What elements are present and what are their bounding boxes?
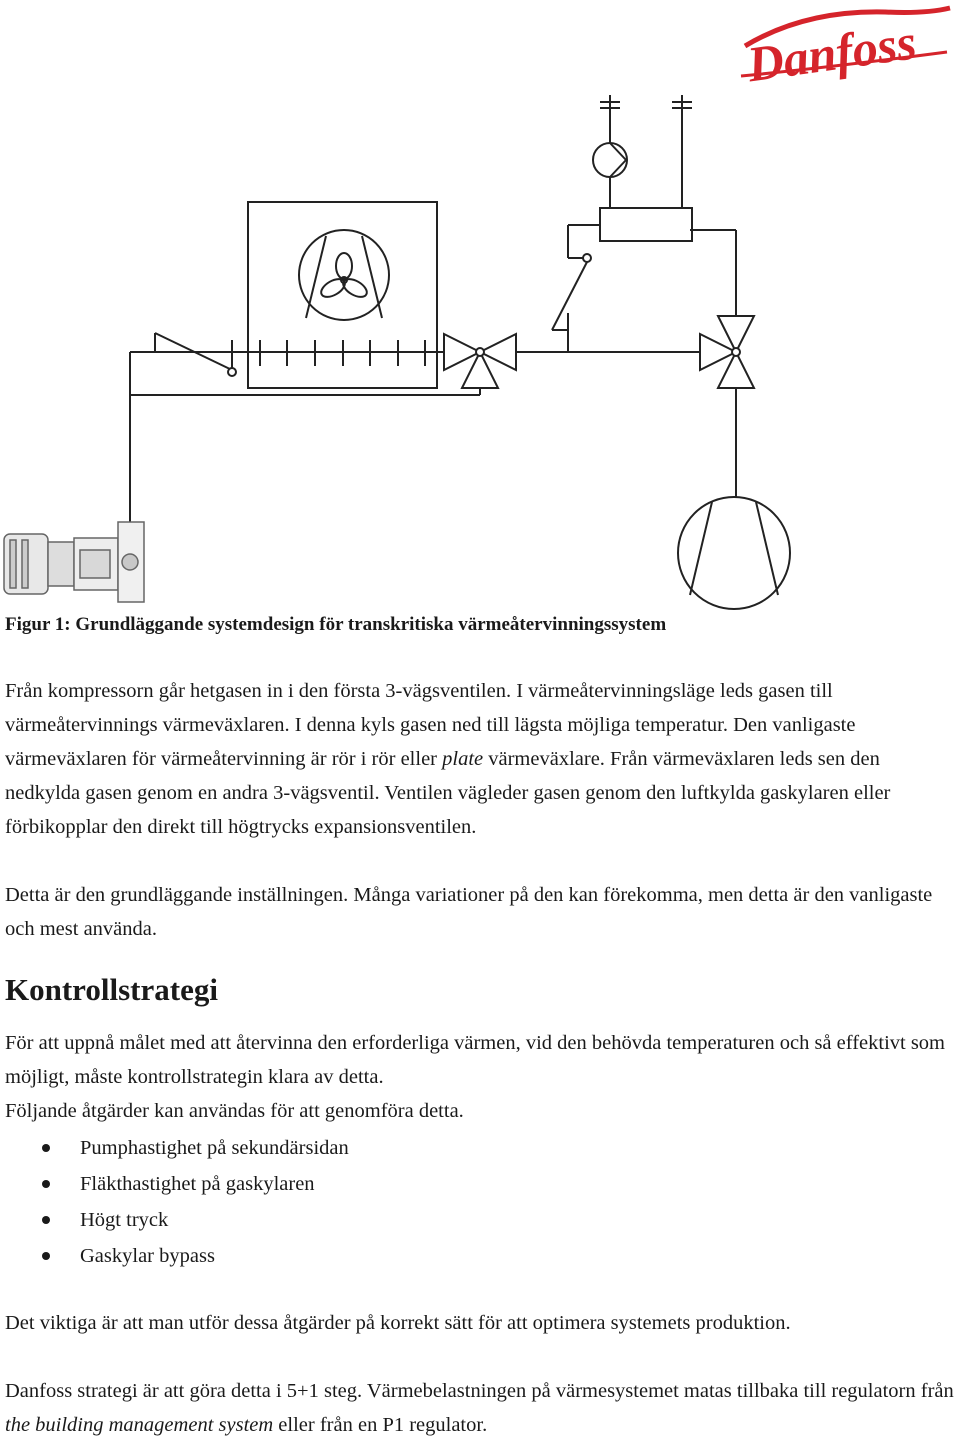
list-item: Gaskylar bypass xyxy=(0,1238,349,1274)
paragraph-2: Detta är den grundläggande inställningen. Många variationer på den kan förekomma, men detta är den vanligaste och mest använda. xyxy=(5,884,933,940)
heat-exchanger xyxy=(600,208,692,241)
danfoss-logo xyxy=(735,2,955,94)
paragraph-5: Det viktiga är att man utför dessa åtgärder på korrekt sätt för att optimera systemets produktion. xyxy=(5,1312,791,1334)
paragraph-6: Danfoss strategi är att göra detta i 5+1 steg. Värmebelastningen på värmesystemet matas tillbaka till regulatorn från the building management system eller från en P1 regulator. xyxy=(5,1380,954,1436)
list-item: Fläkthastighet på gaskylaren xyxy=(0,1166,349,1202)
three-way-valve-1 xyxy=(444,334,516,388)
list-item: Pumphastighet på sekundärsidan xyxy=(0,1130,349,1166)
system-diagram xyxy=(0,90,960,620)
paragraph-4: Följande åtgärder kan användas för att genomföra detta. xyxy=(5,1100,464,1122)
measures-list xyxy=(0,1130,349,1274)
logo-wordmark: Danfoss xyxy=(743,13,920,93)
list-item: Högt tryck xyxy=(0,1202,349,1238)
compressor xyxy=(678,497,790,609)
section-heading: Kontrollstrategi xyxy=(5,972,218,1007)
paragraph-3: För att uppnå målet med att återvinna den erforderliga värmen, vid den behövda temperaturen och så effektivt som möjligt, måste kontrollstrategin klara av detta. xyxy=(5,1032,946,1088)
expansion-valve-image xyxy=(4,522,144,602)
pump xyxy=(593,143,627,177)
three-way-valve-2 xyxy=(700,316,754,388)
figure-caption: Figur 1: Grundläggande systemdesign för transkritiska värmeåtervinningssystem xyxy=(5,614,667,635)
paragraph-1: Från kompressorn går hetgasen in i den första 3-vägsventilen. I värmeåtervinningsläge leds gasen till värmeåtervinnings värmeväxlaren. I denna kyls gasen ned till lägsta möjliga temperatur. Den vanligaste värmeväxlaren för värmeåtervinning är rör i rör eller plate värmeväxlare. Från värmeväxlaren leds sen den nedkylda gasen genom en andra 3-vägsventil. Ventilen vägleder gasen genom den luftkylda gaskylaren eller förbikopplar den direkt till högtrycks expansionsventilen. xyxy=(5,680,891,838)
fan-icon xyxy=(318,253,370,301)
